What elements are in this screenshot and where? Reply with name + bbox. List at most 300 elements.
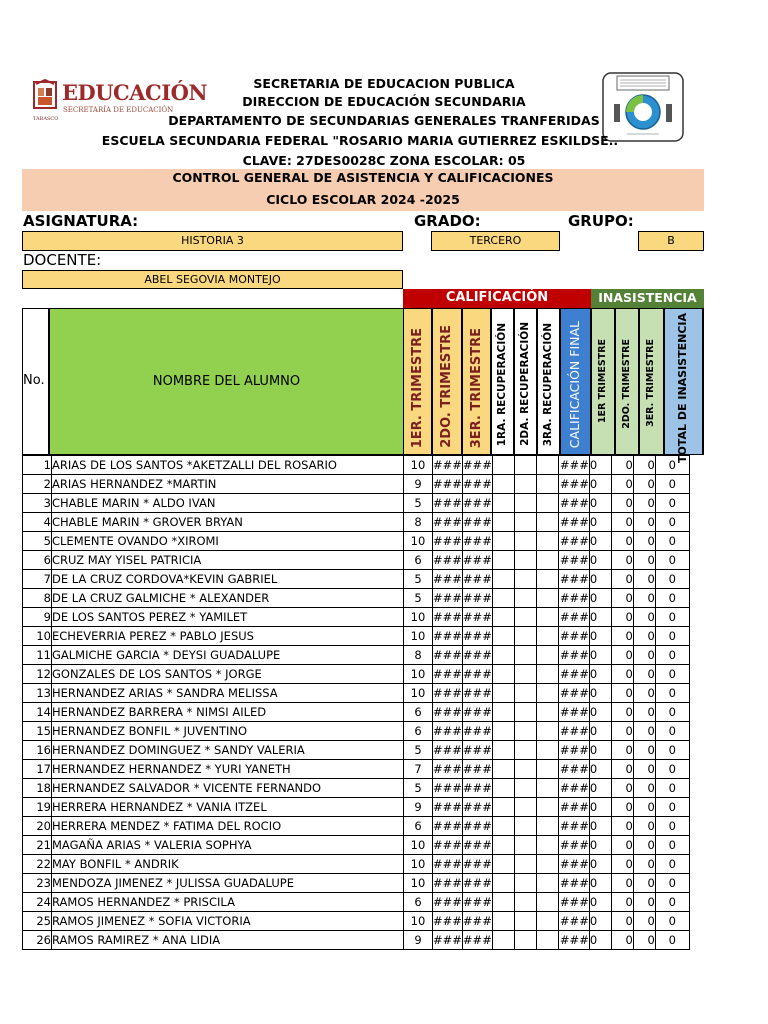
- grade-t3[interactable]: ###: [462, 627, 492, 646]
- absence-t2[interactable]: 0: [611, 912, 633, 931]
- grade-t1[interactable]: 10: [404, 665, 433, 684]
- absence-t2[interactable]: 0: [611, 817, 633, 836]
- grade-t3[interactable]: ###: [462, 570, 492, 589]
- grade-r3[interactable]: [536, 703, 558, 722]
- grade-t3[interactable]: ###: [462, 760, 492, 779]
- absence-t3[interactable]: 0: [633, 589, 655, 608]
- absence-t2[interactable]: 0: [611, 532, 633, 551]
- grade-r2[interactable]: [514, 741, 536, 760]
- grade-r3[interactable]: [536, 722, 558, 741]
- grade-t2[interactable]: ###: [433, 817, 463, 836]
- absence-t1[interactable]: 0: [589, 608, 611, 627]
- grade-r1[interactable]: [492, 798, 514, 817]
- absence-total[interactable]: 0: [655, 874, 689, 893]
- row-number[interactable]: 20: [23, 817, 52, 836]
- student-name[interactable]: RAMOS HERNANDEZ * PRISCILA: [52, 893, 404, 912]
- absence-t2[interactable]: 0: [611, 779, 633, 798]
- absence-total[interactable]: 0: [655, 779, 689, 798]
- grade-t2[interactable]: ###: [433, 931, 463, 950]
- grade-t3[interactable]: ###: [462, 532, 492, 551]
- student-name[interactable]: CHABLE MARIN * ALDO IVAN: [52, 494, 404, 513]
- student-name[interactable]: CHABLE MARIN * GROVER BRYAN: [52, 513, 404, 532]
- grade-r2[interactable]: [514, 684, 536, 703]
- absence-t3[interactable]: 0: [633, 703, 655, 722]
- grade-t3[interactable]: ###: [462, 722, 492, 741]
- absence-total[interactable]: 0: [655, 475, 689, 494]
- grade-r2[interactable]: [514, 475, 536, 494]
- row-number[interactable]: 17: [23, 760, 52, 779]
- absence-t2[interactable]: 0: [611, 836, 633, 855]
- grade-r2[interactable]: [514, 779, 536, 798]
- absence-t3[interactable]: 0: [633, 684, 655, 703]
- grade-r1[interactable]: [492, 912, 514, 931]
- student-name[interactable]: GALMICHE GARCIA * DEYSI GUADALUPE: [52, 646, 404, 665]
- grade-t3[interactable]: ###: [462, 456, 492, 475]
- grade-final[interactable]: ###: [558, 760, 589, 779]
- grade-final[interactable]: ###: [558, 646, 589, 665]
- student-name[interactable]: MENDOZA JIMENEZ * JULISSA GUADALUPE: [52, 874, 404, 893]
- grade-final[interactable]: ###: [558, 893, 589, 912]
- row-number[interactable]: 18: [23, 779, 52, 798]
- student-name[interactable]: RAMOS RAMIREZ * ANA LIDIA: [52, 931, 404, 950]
- absence-t3[interactable]: 0: [633, 817, 655, 836]
- row-number[interactable]: 14: [23, 703, 52, 722]
- grade-r2[interactable]: [514, 703, 536, 722]
- grade-r2[interactable]: [514, 665, 536, 684]
- grade-t1[interactable]: 5: [404, 779, 433, 798]
- grade-t1[interactable]: 10: [404, 684, 433, 703]
- absence-total[interactable]: 0: [655, 703, 689, 722]
- absence-t1[interactable]: 0: [589, 570, 611, 589]
- grade-t2[interactable]: ###: [433, 798, 463, 817]
- grade-r1[interactable]: [492, 532, 514, 551]
- grade-r2[interactable]: [514, 589, 536, 608]
- grade-r3[interactable]: [536, 893, 558, 912]
- grade-final[interactable]: ###: [558, 684, 589, 703]
- absence-t3[interactable]: 0: [633, 760, 655, 779]
- asignatura-field[interactable]: HISTORIA 3: [22, 231, 403, 251]
- grade-final[interactable]: ###: [558, 779, 589, 798]
- grade-t2[interactable]: ###: [433, 456, 463, 475]
- absence-total[interactable]: 0: [655, 665, 689, 684]
- grade-r3[interactable]: [536, 912, 558, 931]
- grade-r1[interactable]: [492, 779, 514, 798]
- student-name[interactable]: ARIAS DE LOS SANTOS *AKETZALLI DEL ROSARIO: [52, 456, 404, 475]
- row-number[interactable]: 13: [23, 684, 52, 703]
- student-name[interactable]: HERNANDEZ BONFIL * JUVENTINO: [52, 722, 404, 741]
- grade-r1[interactable]: [492, 627, 514, 646]
- grade-t1[interactable]: 5: [404, 589, 433, 608]
- absence-t3[interactable]: 0: [633, 551, 655, 570]
- absence-t3[interactable]: 0: [633, 513, 655, 532]
- absence-t1[interactable]: 0: [589, 551, 611, 570]
- absence-total[interactable]: 0: [655, 722, 689, 741]
- grade-t2[interactable]: ###: [433, 589, 463, 608]
- row-number[interactable]: 11: [23, 646, 52, 665]
- absence-total[interactable]: 0: [655, 646, 689, 665]
- grade-t2[interactable]: ###: [433, 551, 463, 570]
- grade-final[interactable]: ###: [558, 665, 589, 684]
- grade-t2[interactable]: ###: [433, 874, 463, 893]
- absence-t2[interactable]: 0: [611, 570, 633, 589]
- row-number[interactable]: 10: [23, 627, 52, 646]
- absence-t3[interactable]: 0: [633, 570, 655, 589]
- grade-t2[interactable]: ###: [433, 627, 463, 646]
- grade-r3[interactable]: [536, 532, 558, 551]
- grade-t3[interactable]: ###: [462, 551, 492, 570]
- grade-r1[interactable]: [492, 893, 514, 912]
- grade-t3[interactable]: ###: [462, 817, 492, 836]
- row-number[interactable]: 12: [23, 665, 52, 684]
- grade-t1[interactable]: 10: [404, 532, 433, 551]
- grade-t1[interactable]: 7: [404, 760, 433, 779]
- grade-t3[interactable]: ###: [462, 684, 492, 703]
- grade-t2[interactable]: ###: [433, 494, 463, 513]
- grade-final[interactable]: ###: [558, 589, 589, 608]
- grade-t2[interactable]: ###: [433, 855, 463, 874]
- grade-t3[interactable]: ###: [462, 741, 492, 760]
- grade-t1[interactable]: 6: [404, 551, 433, 570]
- grade-r2[interactable]: [514, 760, 536, 779]
- grade-t1[interactable]: 8: [404, 646, 433, 665]
- student-name[interactable]: ECHEVERRIA PEREZ * PABLO JESUS: [52, 627, 404, 646]
- grade-t3[interactable]: ###: [462, 475, 492, 494]
- grade-r1[interactable]: [492, 646, 514, 665]
- grade-t1[interactable]: 6: [404, 893, 433, 912]
- grade-t3[interactable]: ###: [462, 703, 492, 722]
- grade-r3[interactable]: [536, 513, 558, 532]
- grade-final[interactable]: ###: [558, 741, 589, 760]
- grade-t2[interactable]: ###: [433, 665, 463, 684]
- grade-r1[interactable]: [492, 570, 514, 589]
- grade-t3[interactable]: ###: [462, 646, 492, 665]
- grade-r2[interactable]: [514, 456, 536, 475]
- absence-t3[interactable]: 0: [633, 855, 655, 874]
- grade-final[interactable]: ###: [558, 722, 589, 741]
- absence-t1[interactable]: 0: [589, 893, 611, 912]
- row-number[interactable]: 19: [23, 798, 52, 817]
- absence-t3[interactable]: 0: [633, 779, 655, 798]
- grade-t3[interactable]: ###: [462, 779, 492, 798]
- grade-t1[interactable]: 10: [404, 855, 433, 874]
- absence-t1[interactable]: 0: [589, 627, 611, 646]
- absence-t2[interactable]: 0: [611, 646, 633, 665]
- row-number[interactable]: 1: [23, 456, 52, 475]
- absence-total[interactable]: 0: [655, 551, 689, 570]
- grade-t3[interactable]: ###: [462, 665, 492, 684]
- absence-t1[interactable]: 0: [589, 817, 611, 836]
- absence-t3[interactable]: 0: [633, 722, 655, 741]
- absence-t1[interactable]: 0: [589, 665, 611, 684]
- grade-r2[interactable]: [514, 551, 536, 570]
- row-number[interactable]: 22: [23, 855, 52, 874]
- grade-r2[interactable]: [514, 608, 536, 627]
- student-name[interactable]: GONZALES DE LOS SANTOS * JORGE: [52, 665, 404, 684]
- grade-r3[interactable]: [536, 760, 558, 779]
- absence-t3[interactable]: 0: [633, 475, 655, 494]
- absence-total[interactable]: 0: [655, 627, 689, 646]
- grade-final[interactable]: ###: [558, 798, 589, 817]
- absence-t2[interactable]: 0: [611, 931, 633, 950]
- grade-r1[interactable]: [492, 931, 514, 950]
- grupo-field[interactable]: B: [638, 231, 704, 251]
- grade-t3[interactable]: ###: [462, 874, 492, 893]
- grade-final[interactable]: ###: [558, 475, 589, 494]
- grade-t2[interactable]: ###: [433, 836, 463, 855]
- absence-total[interactable]: 0: [655, 760, 689, 779]
- grade-r3[interactable]: [536, 931, 558, 950]
- absence-t1[interactable]: 0: [589, 513, 611, 532]
- grade-r3[interactable]: [536, 836, 558, 855]
- grade-t2[interactable]: ###: [433, 893, 463, 912]
- grade-final[interactable]: ###: [558, 836, 589, 855]
- student-name[interactable]: HERRERA HERNANDEZ * VANIA ITZEL: [52, 798, 404, 817]
- grade-t1[interactable]: 5: [404, 741, 433, 760]
- student-name[interactable]: HERNANDEZ DOMINGUEZ * SANDY VALERIA: [52, 741, 404, 760]
- grade-r3[interactable]: [536, 570, 558, 589]
- row-number[interactable]: 15: [23, 722, 52, 741]
- grade-r3[interactable]: [536, 551, 558, 570]
- grade-t3[interactable]: ###: [462, 836, 492, 855]
- grade-final[interactable]: ###: [558, 570, 589, 589]
- absence-t1[interactable]: 0: [589, 779, 611, 798]
- absence-t1[interactable]: 0: [589, 684, 611, 703]
- grade-r3[interactable]: [536, 779, 558, 798]
- absence-t3[interactable]: 0: [633, 798, 655, 817]
- grade-t1[interactable]: 6: [404, 722, 433, 741]
- absence-total[interactable]: 0: [655, 684, 689, 703]
- grade-final[interactable]: ###: [558, 703, 589, 722]
- absence-t3[interactable]: 0: [633, 494, 655, 513]
- grade-final[interactable]: ###: [558, 931, 589, 950]
- grade-t1[interactable]: 6: [404, 817, 433, 836]
- absence-total[interactable]: 0: [655, 855, 689, 874]
- grade-t3[interactable]: ###: [462, 912, 492, 931]
- grade-t1[interactable]: 9: [404, 475, 433, 494]
- grade-r1[interactable]: [492, 855, 514, 874]
- grade-final[interactable]: ###: [558, 456, 589, 475]
- absence-t1[interactable]: 0: [589, 475, 611, 494]
- grade-final[interactable]: ###: [558, 627, 589, 646]
- grade-r2[interactable]: [514, 532, 536, 551]
- student-name[interactable]: RAMOS JIMENEZ * SOFIA VICTORIA: [52, 912, 404, 931]
- absence-t1[interactable]: 0: [589, 532, 611, 551]
- absence-t2[interactable]: 0: [611, 855, 633, 874]
- grade-t3[interactable]: ###: [462, 893, 492, 912]
- absence-t3[interactable]: 0: [633, 931, 655, 950]
- absence-t2[interactable]: 0: [611, 722, 633, 741]
- student-name[interactable]: HERNANDEZ BARRERA * NIMSI AILED: [52, 703, 404, 722]
- row-number[interactable]: 21: [23, 836, 52, 855]
- grade-r1[interactable]: [492, 551, 514, 570]
- absence-t2[interactable]: 0: [611, 627, 633, 646]
- absence-t2[interactable]: 0: [611, 494, 633, 513]
- absence-total[interactable]: 0: [655, 893, 689, 912]
- grade-r2[interactable]: [514, 893, 536, 912]
- grade-r2[interactable]: [514, 627, 536, 646]
- grade-t2[interactable]: ###: [433, 684, 463, 703]
- grade-final[interactable]: ###: [558, 494, 589, 513]
- student-name[interactable]: ARIAS HERNANDEZ *MARTIN: [52, 475, 404, 494]
- row-number[interactable]: 5: [23, 532, 52, 551]
- grade-t2[interactable]: ###: [433, 741, 463, 760]
- absence-total[interactable]: 0: [655, 798, 689, 817]
- grade-r2[interactable]: [514, 931, 536, 950]
- grade-r2[interactable]: [514, 912, 536, 931]
- grade-t3[interactable]: ###: [462, 798, 492, 817]
- student-name[interactable]: MAY BONFIL * ANDRIK: [52, 855, 404, 874]
- grade-r3[interactable]: [536, 589, 558, 608]
- grade-t3[interactable]: ###: [462, 931, 492, 950]
- grade-r2[interactable]: [514, 494, 536, 513]
- student-name[interactable]: CLEMENTE OVANDO *XIROMI: [52, 532, 404, 551]
- absence-t3[interactable]: 0: [633, 532, 655, 551]
- grade-r3[interactable]: [536, 646, 558, 665]
- absence-t2[interactable]: 0: [611, 551, 633, 570]
- absence-total[interactable]: 0: [655, 931, 689, 950]
- grade-r2[interactable]: [514, 817, 536, 836]
- grade-r3[interactable]: [536, 817, 558, 836]
- grade-t1[interactable]: 10: [404, 456, 433, 475]
- grade-r2[interactable]: [514, 855, 536, 874]
- grade-t1[interactable]: 8: [404, 513, 433, 532]
- grade-final[interactable]: ###: [558, 513, 589, 532]
- absence-t3[interactable]: 0: [633, 912, 655, 931]
- grade-t1[interactable]: 6: [404, 703, 433, 722]
- absence-total[interactable]: 0: [655, 456, 689, 475]
- absence-total[interactable]: 0: [655, 570, 689, 589]
- grade-r2[interactable]: [514, 874, 536, 893]
- student-name[interactable]: DE LA CRUZ CORDOVA*KEVIN GABRIEL: [52, 570, 404, 589]
- grade-r1[interactable]: [492, 608, 514, 627]
- absence-t2[interactable]: 0: [611, 456, 633, 475]
- absence-t2[interactable]: 0: [611, 608, 633, 627]
- grade-t1[interactable]: 10: [404, 912, 433, 931]
- grade-r1[interactable]: [492, 722, 514, 741]
- absence-t1[interactable]: 0: [589, 741, 611, 760]
- grade-r3[interactable]: [536, 798, 558, 817]
- absence-t1[interactable]: 0: [589, 855, 611, 874]
- absence-total[interactable]: 0: [655, 532, 689, 551]
- absence-total[interactable]: 0: [655, 494, 689, 513]
- absence-t2[interactable]: 0: [611, 475, 633, 494]
- absence-t2[interactable]: 0: [611, 874, 633, 893]
- grade-r2[interactable]: [514, 722, 536, 741]
- grade-t1[interactable]: 10: [404, 836, 433, 855]
- grade-t3[interactable]: ###: [462, 608, 492, 627]
- grade-r1[interactable]: [492, 684, 514, 703]
- student-name[interactable]: DE LA CRUZ GALMICHE * ALEXANDER: [52, 589, 404, 608]
- grade-t2[interactable]: ###: [433, 703, 463, 722]
- absence-total[interactable]: 0: [655, 513, 689, 532]
- grade-r2[interactable]: [514, 836, 536, 855]
- grade-final[interactable]: ###: [558, 551, 589, 570]
- row-number[interactable]: 24: [23, 893, 52, 912]
- grade-t3[interactable]: ###: [462, 589, 492, 608]
- absence-t1[interactable]: 0: [589, 931, 611, 950]
- absence-t3[interactable]: 0: [633, 836, 655, 855]
- grade-t1[interactable]: 5: [404, 570, 433, 589]
- absence-t1[interactable]: 0: [589, 836, 611, 855]
- row-number[interactable]: 26: [23, 931, 52, 950]
- absence-t1[interactable]: 0: [589, 874, 611, 893]
- grade-t1[interactable]: 10: [404, 608, 433, 627]
- absence-t1[interactable]: 0: [589, 798, 611, 817]
- absence-t2[interactable]: 0: [611, 893, 633, 912]
- row-number[interactable]: 4: [23, 513, 52, 532]
- grade-final[interactable]: ###: [558, 608, 589, 627]
- absence-t2[interactable]: 0: [611, 741, 633, 760]
- row-number[interactable]: 9: [23, 608, 52, 627]
- absence-t1[interactable]: 0: [589, 494, 611, 513]
- grade-t1[interactable]: 9: [404, 798, 433, 817]
- absence-total[interactable]: 0: [655, 836, 689, 855]
- absence-total[interactable]: 0: [655, 608, 689, 627]
- absence-t2[interactable]: 0: [611, 703, 633, 722]
- student-name[interactable]: DE LOS SANTOS PEREZ * YAMILET: [52, 608, 404, 627]
- grade-r1[interactable]: [492, 836, 514, 855]
- student-name[interactable]: CRUZ MAY YISEL PATRICIA: [52, 551, 404, 570]
- grade-final[interactable]: ###: [558, 855, 589, 874]
- student-name[interactable]: HERRERA MENDEZ * FATIMA DEL ROCIO: [52, 817, 404, 836]
- grade-t1[interactable]: 9: [404, 931, 433, 950]
- absence-t3[interactable]: 0: [633, 741, 655, 760]
- absence-t1[interactable]: 0: [589, 722, 611, 741]
- absence-total[interactable]: 0: [655, 589, 689, 608]
- grade-r3[interactable]: [536, 608, 558, 627]
- grade-r3[interactable]: [536, 741, 558, 760]
- absence-total[interactable]: 0: [655, 817, 689, 836]
- grade-t3[interactable]: ###: [462, 513, 492, 532]
- absence-t2[interactable]: 0: [611, 798, 633, 817]
- student-name[interactable]: HERNANDEZ SALVADOR * VICENTE FERNANDO: [52, 779, 404, 798]
- grade-r3[interactable]: [536, 475, 558, 494]
- grade-r2[interactable]: [514, 513, 536, 532]
- absence-t2[interactable]: 0: [611, 760, 633, 779]
- row-number[interactable]: 7: [23, 570, 52, 589]
- absence-t1[interactable]: 0: [589, 703, 611, 722]
- absence-t3[interactable]: 0: [633, 627, 655, 646]
- absence-total[interactable]: 0: [655, 741, 689, 760]
- grade-t2[interactable]: ###: [433, 532, 463, 551]
- grade-final[interactable]: ###: [558, 874, 589, 893]
- grade-r3[interactable]: [536, 456, 558, 475]
- absence-t3[interactable]: 0: [633, 665, 655, 684]
- grade-t3[interactable]: ###: [462, 855, 492, 874]
- docente-field[interactable]: ABEL SEGOVIA MONTEJO: [22, 270, 403, 289]
- grade-r1[interactable]: [492, 589, 514, 608]
- absence-t3[interactable]: 0: [633, 874, 655, 893]
- absence-t1[interactable]: 0: [589, 646, 611, 665]
- student-name[interactable]: MAGAÑA ARIAS * VALERIA SOPHYA: [52, 836, 404, 855]
- student-name[interactable]: HERNANDEZ ARIAS * SANDRA MELISSA: [52, 684, 404, 703]
- grade-r1[interactable]: [492, 456, 514, 475]
- absence-t3[interactable]: 0: [633, 608, 655, 627]
- row-number[interactable]: 16: [23, 741, 52, 760]
- grade-r1[interactable]: [492, 513, 514, 532]
- grade-r2[interactable]: [514, 646, 536, 665]
- absence-t2[interactable]: 0: [611, 684, 633, 703]
- grade-r1[interactable]: [492, 741, 514, 760]
- grade-t1[interactable]: 10: [404, 627, 433, 646]
- grade-r1[interactable]: [492, 760, 514, 779]
- grade-t2[interactable]: ###: [433, 513, 463, 532]
- grade-t2[interactable]: ###: [433, 912, 463, 931]
- grade-r2[interactable]: [514, 798, 536, 817]
- row-number[interactable]: 6: [23, 551, 52, 570]
- student-name[interactable]: HERNANDEZ HERNANDEZ * YURI YANETH: [52, 760, 404, 779]
- grade-r1[interactable]: [492, 494, 514, 513]
